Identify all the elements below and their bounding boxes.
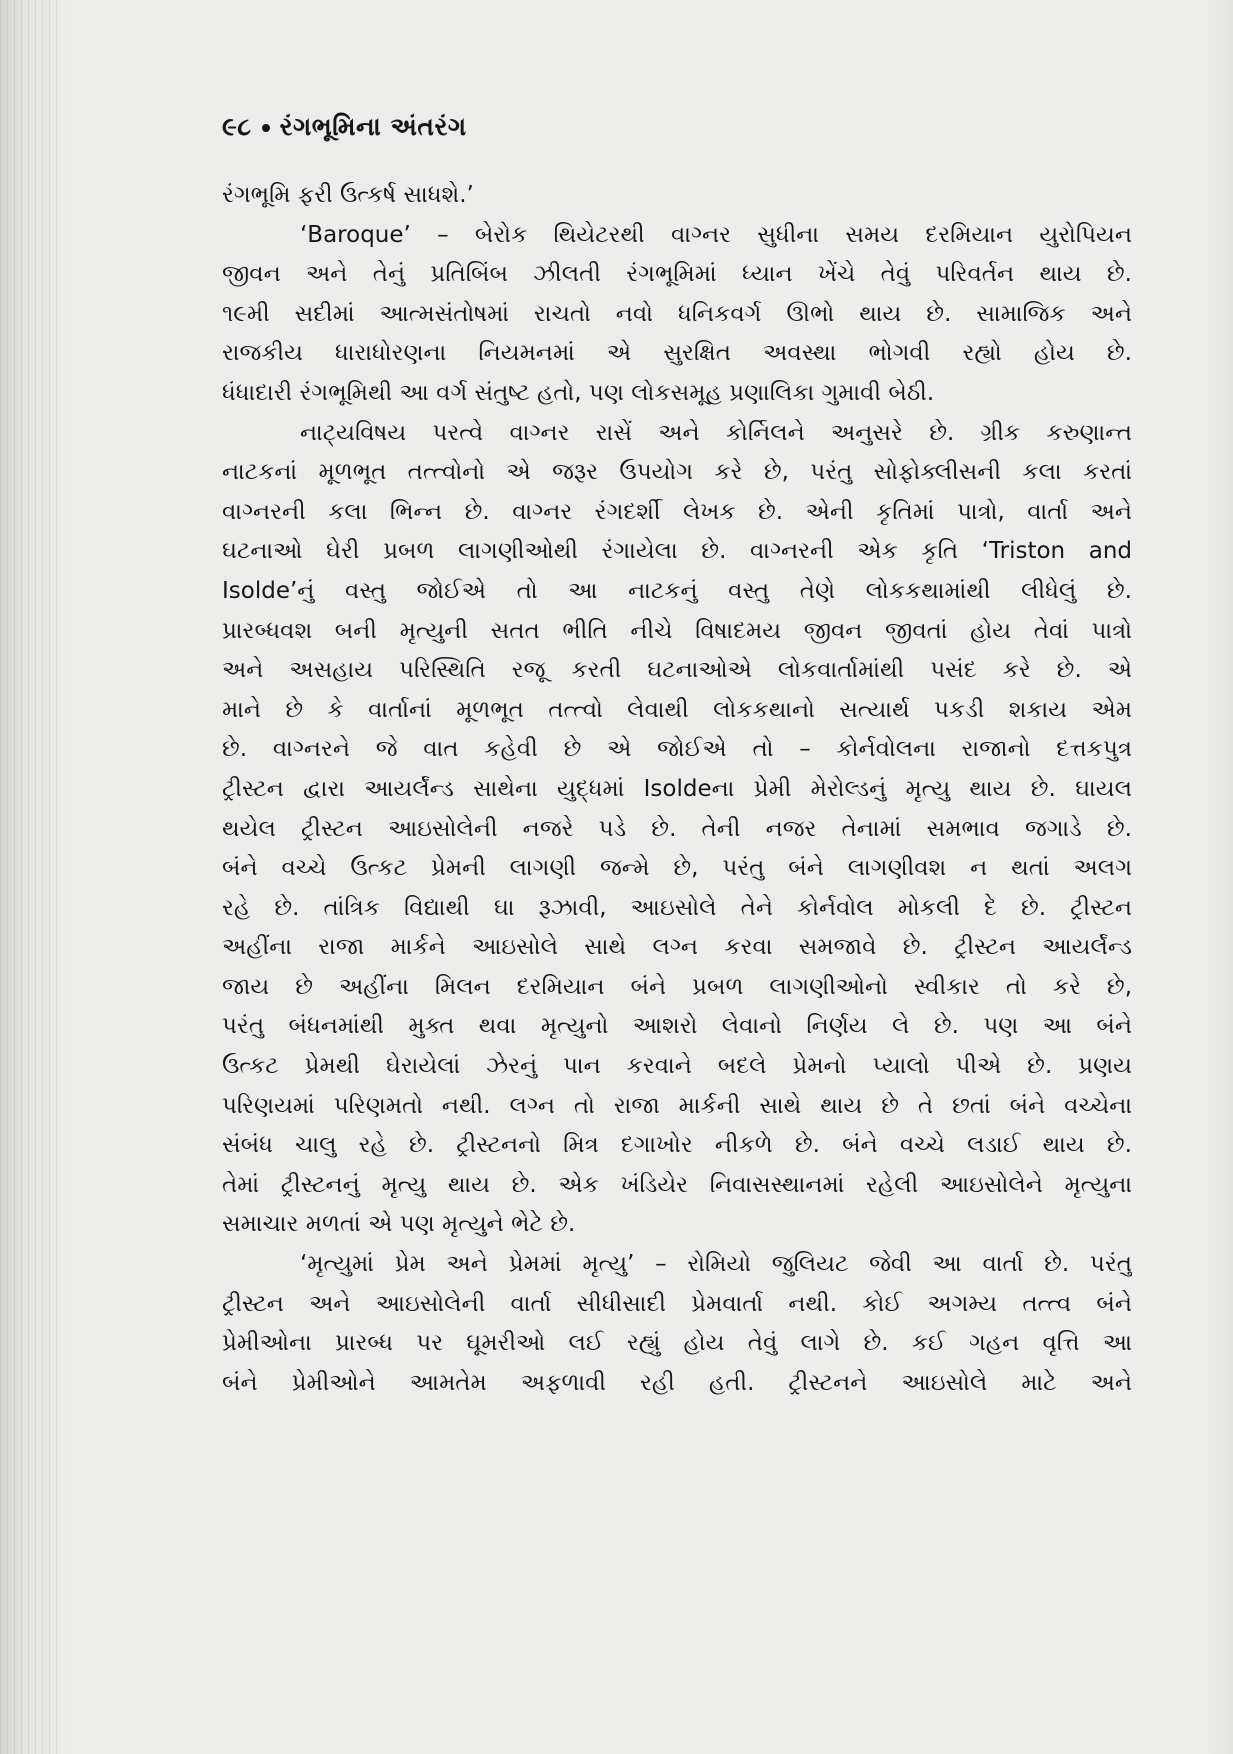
text-line: માને છે કે વાર્તાનાં મૂળભૂત તત્ત્વો લેવાથી લોકકથાનો સત્યાર્થ પકડી શકાય એમ	[222, 696, 1132, 723]
text-line: ટ્રીસ્ટન અને આઇસોલેની વાર્તા સીધીસાદી પ્રેમવાર્તા નથી. કોઈ અગમ્ય તત્ત્વ બંને	[222, 1290, 1132, 1317]
text-line: પરંતુ બંધનમાંથી મુક્ત થવા મૃત્યુનો આશરો લેવાનો નિર્ણય લે છે. પણ આ બંને	[222, 1013, 1132, 1040]
text-line: પ્રારબ્ધવશ બની મૃત્યુની સતત ભીતિ નીચે વિષાદમય જીવન જીવતાં હોય તેવાં પાત્રો	[222, 617, 1132, 644]
text-line: અહીંના રાજા માર્કને આઇસોલે સાથે લગ્ન કરવા સમજાવે છે. ટ્રીસ્ટન આયર્લૅન્ડ	[222, 934, 1132, 961]
text-line: ટ્રીસ્ટન દ્વારા આયર્લૅન્ડ સાથેના યુદ્ધમાં Isoldeના પ્રેમી મેરોલ્ડનું મૃત્યુ થાય છે. ઘાયલ	[222, 775, 1132, 802]
text-line: જાય છે અહીંના મિલન દરમિયાન બંને પ્રબળ લાગણીઓનો સ્વીકાર તો કરે છે,	[222, 973, 1132, 1000]
body-text	[222, 176, 1132, 1403]
text-line: રંગભૂમિ ફરી ઉત્કર્ષ સાધશે.’	[222, 182, 474, 208]
page-edge-shading	[0, 0, 60, 1754]
text-line: પરિણયમાં પરિણમતો નથી. લગ્ન તો રાજા માર્કની સાથે થાય છે તે છતાં બંને વચ્ચેના	[222, 1092, 1132, 1119]
text-line: Isolde’નું વસ્તુ જોઈએ તો આ નાટકનું વસ્તુ તેણે લોકકથામાંથી લીધેલું છે.	[222, 577, 1132, 604]
text-line: પ્રેમીઓના પ્રારબ્ધ પર ઘૂમરીઓ લઈ રહ્યું હોય તેવું લાગે છે. કઈ ગહન વૃત્તિ આ	[222, 1330, 1132, 1357]
text-line: નાટ્યવિષય પરત્વે વાગ્નર રાસેં અને કોર્નિલને અનુસરે છે. ગ્રીક કરુણાન્ત	[300, 419, 1132, 446]
text-line: ‘Baroque’ – બેરોક થિયેટરથી વાગ્નર સુધીના સમય દરમિયાન યુરોપિયન	[300, 221, 1132, 248]
text-line: ઘટનાઓ ઘેરી પ્રબળ લાગણીઓથી રંગાયેલા છે. વાગ્નરની એક કૃતિ ‘Triston and	[222, 538, 1132, 565]
text-line: છે. વાગ્નરને જે વાત કહેવી છે એ જોઈએ તો – કોર્નવોલના રાજાનો દત્તકપુત્ર	[222, 736, 1132, 763]
text-line: રાજકીય ધારાધોરણના નિયમનમાં એ સુરક્ષિત અવસ્થા ભોગવી રહ્યો હોય છે.	[222, 340, 1132, 367]
text-line: બંને વચ્ચે ઉત્કટ પ્રેમની લાગણી જન્મે છે, પરંતુ બંને લાગણીવશ ન થતાં અલગ	[222, 855, 1132, 882]
text-line: સંબંધ ચાલુ રહે છે. ટ્રીસ્ટનનો મિત્ર દગાખોર નીકળે છે. બંને વચ્ચે લડાઈ થાય છે.	[222, 1132, 1132, 1159]
bullet-icon	[262, 124, 270, 132]
text-line: થયેલ ટ્રીસ્ટન આઇસોલેની નજરે પડે છે. તેની નજર તેનામાં સમભાવ જગાડે છે.	[222, 815, 1132, 842]
text-line: જીવન અને તેનું પ્રતિબિંબ ઝીલતી રંગભૂમિમાં ધ્યાન ખેંચે તેવું પરિવર્તન થાય છે.	[222, 261, 1132, 288]
text-line: વાગ્નરની કલા ભિન્ન છે. વાગ્નર રંગદર્શી લેખક છે. એની કૃતિમાં પાત્રો, વાર્તા અને	[222, 498, 1132, 525]
text-line: તેમાં ટ્રીસ્ટનનું મૃત્યુ થાય છે. એક ખંડિયેર નિવાસસ્થાનમાં રહેલી આઇસોલેને મૃત્યુના	[222, 1171, 1132, 1198]
page-number: ૯૮	[222, 112, 252, 141]
text-line: ઉત્કટ પ્રેમથી ઘેરાયેલાં ઝેરનું પાન કરવાને બદલે પ્રેમનો પ્યાલો પીએ છે. પ્રણય	[222, 1053, 1132, 1080]
text-line: અને અસહાય પરિસ્થિતિ રજૂ કરતી ઘટનાઓએ લોકવાર્તામાંથી પસંદ કરે છે. એ	[222, 657, 1132, 684]
text-line: રહે છે. તાંત્રિક વિદ્યાથી ઘા રૂઝાવી, આઇસોલે તેને કોર્નવોલ મોકલી દે છે. ટ્રીસ્ટન	[222, 894, 1132, 921]
text-line: સમાચાર મળતાં એ પણ મૃત્યુને ભેટે છે.	[222, 1211, 576, 1238]
text-line: ૧૯મી સદીમાં આત્મસંતોષમાં રાચતો નવો ધનિકવર્ગ ઊભો થાય છે. સામાજિક અને	[222, 300, 1132, 327]
book-title: રંગભૂમિના અંતરંગ	[279, 112, 467, 141]
text-line: ‘મૃત્યુમાં પ્રેમ અને પ્રેમમાં મૃત્યુ’ – રોમિયો જુલિયટ જેવી આ વાર્તા છે. પરંતુ	[300, 1251, 1132, 1278]
text-line: ધંધાદારી રંગભૂમિથી આ વર્ગ સંતુષ્ટ હતો, પણ લોકસમૂહ પ્રણાલિકા ગુમાવી બેઠી.	[222, 379, 935, 406]
text-line: બંને પ્રેમીઓને આમતેમ અફળાવી રહી હતી. ટ્રીસ્ટનને આઇસોલે માટે અને	[222, 1369, 1132, 1396]
text-line: નાટકનાં મૂળભૂત તત્ત્વોનો એ જરૂર ઉપયોગ કરે છે, પરંતુ સોફોક્લીસની કલા કરતાં	[222, 459, 1132, 486]
running-header	[222, 112, 467, 142]
